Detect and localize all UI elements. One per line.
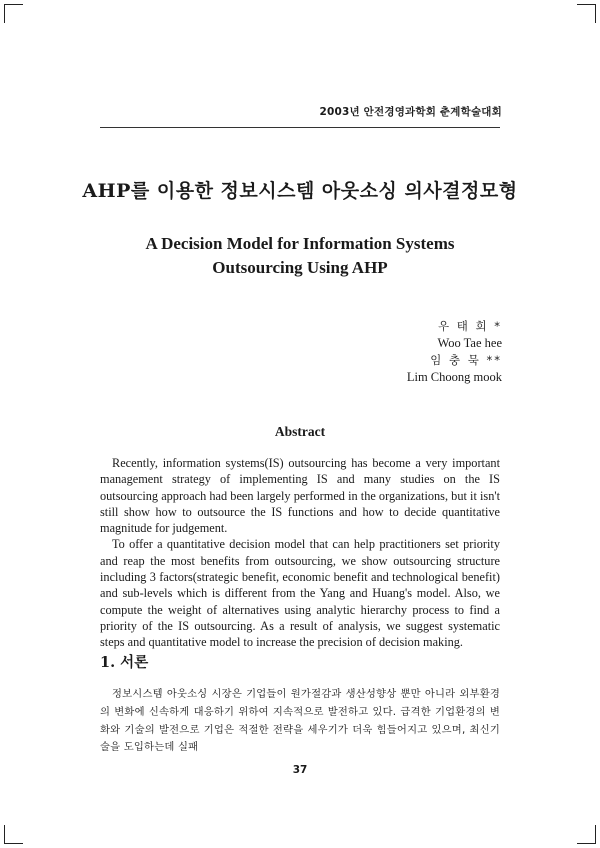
- english-title-line-2: Outsourcing Using AHP: [212, 258, 388, 277]
- header-rule: [100, 127, 500, 128]
- abstract-paragraph-1: Recently, information systems(IS) outsourcing has become a very important management strategy of implementing IS and many studies on the IS outsourcing approach had been largely performed in the organizations, but it isn't still show how to outsource the IS functions and how to decide quantitative magnitude for judgement.: [100, 456, 500, 536]
- abstract-body: [100, 455, 500, 651]
- crop-mark-top-right: [577, 4, 596, 23]
- abstract-heading: Abstract: [274, 424, 326, 439]
- author-2-english: Lim Choong mook: [406, 370, 502, 384]
- author-1-korean: 우 태 희 *: [437, 319, 502, 333]
- crop-mark-top-left: [4, 4, 23, 23]
- page-number: 37: [292, 764, 308, 776]
- korean-title: AHP를 이용한 정보시스템 아웃소싱 의사결정모형: [82, 180, 518, 202]
- english-title: [0, 232, 600, 280]
- abstract-paragraph-2: To offer a quantitative decision model that can help practitioners set priority and reap the most benefits from outsourcing, we show outsourcing structure including 3 factors(strategic benefit, economic benefit and technological benefit) and sub-levels which is different from the Yang and Huang's model. Also, we compute the weight of alternatives using analytic hierarchy process to find a priority of the IS outsourcing. As a result of analysis, we suggest systematic steps and quantitative model to increase the precision of decision making.: [100, 537, 500, 650]
- introduction-body: [100, 686, 500, 757]
- english-title-line-1: A Decision Model for Information Systems: [145, 234, 455, 253]
- crop-mark-bottom-left: [4, 825, 23, 844]
- crop-mark-bottom-right: [577, 825, 596, 844]
- author-1-english: Woo Tae hee: [437, 336, 502, 350]
- running-header: 2003년 안전경영과학회 춘계학술대회: [319, 106, 502, 118]
- section-heading-introduction: 1. 서론: [100, 654, 149, 671]
- author-2-korean: 임 충 묵 **: [430, 353, 502, 367]
- introduction-paragraph: 정보시스템 아웃소싱 시장은 기업들이 원가절감과 생산성향상 뿐만 아니라 외부환경의 변화에 신속하게 대응하기 위하여 지속적으로 발전하고 있다. 급격한 기업환경의 변화와 기술의 발전으로 기업은 적절한 전략을 세우기가 더욱 힘들어지고 있으며, 최신기술을 도입하는데 실패: [100, 688, 500, 754]
- author-block: [407, 318, 502, 386]
